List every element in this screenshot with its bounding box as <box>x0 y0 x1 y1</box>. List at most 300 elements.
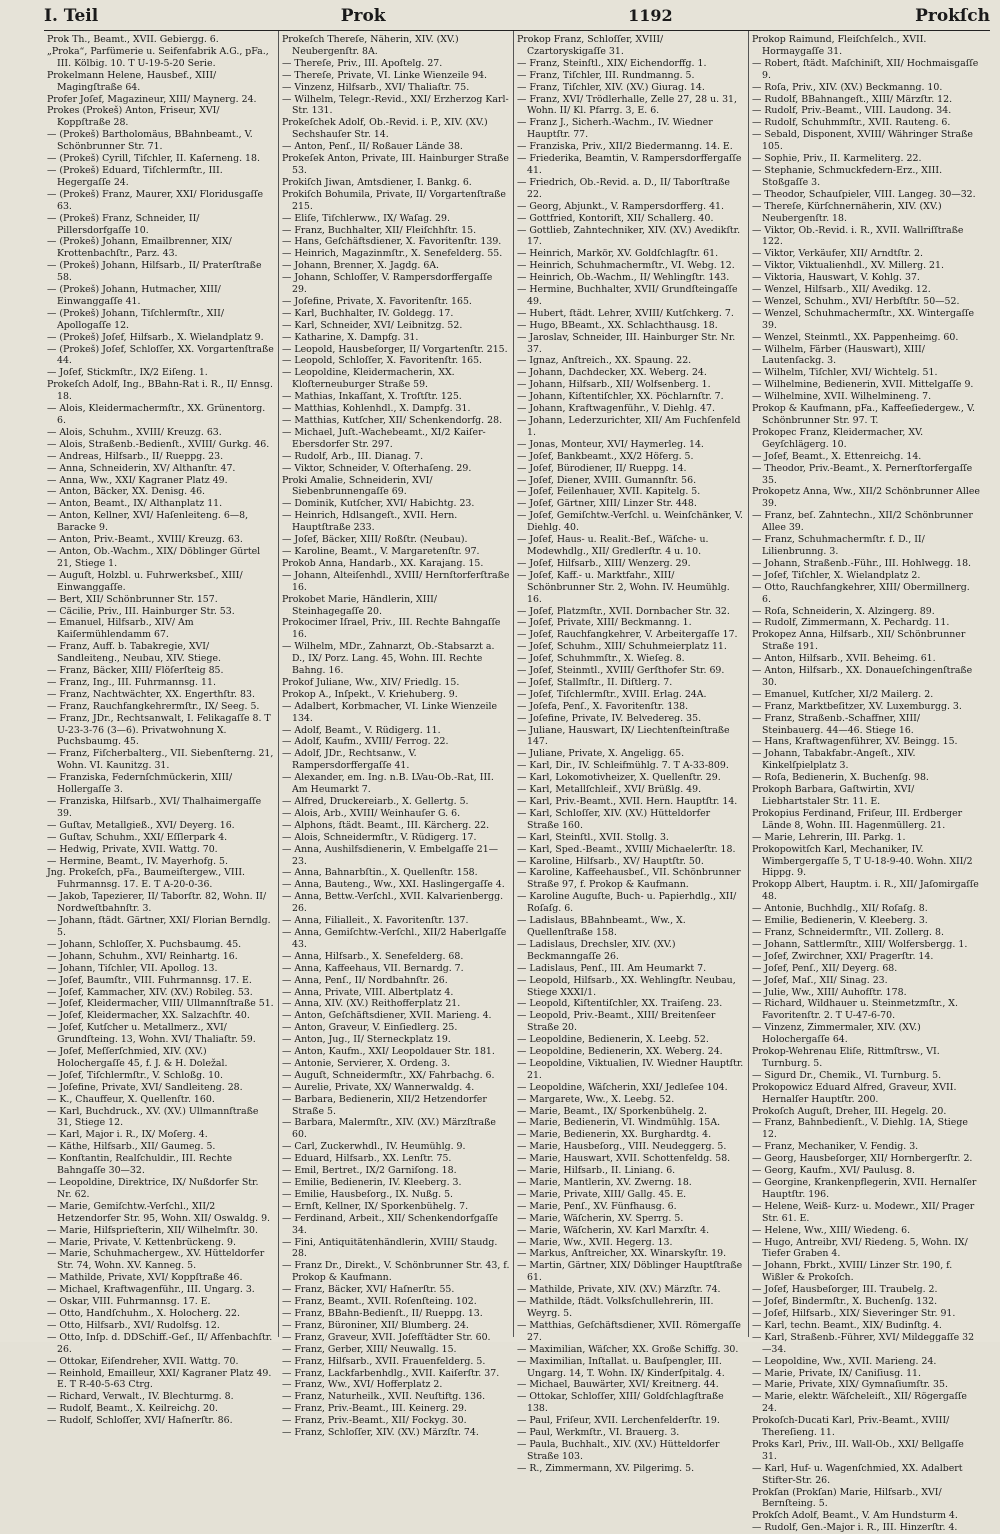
directory-entry: — Anton, Penſ., II/ Roßauer Lände 38. <box>282 141 463 153</box>
directory-entry: — Katharine, X. Dampfg. 31. <box>282 331 419 343</box>
directory-entry: — Joſef, Zwirchner, XXI/ Pragerſtr. 14. <box>752 950 934 962</box>
directory-entry: — Anton, Jug., II/ Sterneckplatz 19. <box>282 1034 451 1046</box>
directory-entry: — Jakob, Tapezierer, II/ Taborſtr. 82, Wohn. II/ Nordweſtbahnſtr. 3. <box>47 891 267 915</box>
directory-entry: — Franz, Rauchfangkehrermſtr., IX/ Seeg. 5. <box>47 700 260 712</box>
directory-entry: — Margarete, Ww., X. Leebg. 52. <box>517 1093 675 1105</box>
directory-entry: — Otto, Rauchfangkehrer, XIII/ Obermillnerg. 6. <box>752 581 970 605</box>
directory-entry: — Karl, Priv.-Beamt., XVII. Hern. Hauptſtr. 14. <box>517 796 738 807</box>
directory-entry: — Franz, Ww., XVI/ Hofferplatz 2. <box>282 1379 443 1391</box>
directory-entry: — Anna, Bahnarbſtin., X. Quellenſtr. 158. <box>282 867 478 879</box>
directory-entry: Prokop Franz, Schloſſer, XVIII/ Czartoryskigaſſe 31. <box>517 34 664 57</box>
directory-entry: — Joſef, Penſ., XII/ Deyerg. 68. <box>752 962 898 974</box>
directory-entry: — Franz, Lackfarbenhdlg., XVII. Kaiſerſtr. 37. <box>282 1367 500 1379</box>
directory-entry: — Marie, Private, IX/ Caniſiusg. 11. <box>752 1367 921 1379</box>
directory-entry: — Karl, Sped.-Beamt., XVIII/ Michaelerſtr. 18. <box>517 843 736 855</box>
directory-entry: — Paul, Friſeur, XVII. Lerchenfelderſtr. 19. <box>517 1415 720 1427</box>
directory-entry: Prokeſch Adolf, Ing., BBahn-Rat i. R., II/ Ennsg. 18. <box>47 379 274 403</box>
directory-entry: — Johann, Schloſſer, X. Puchsbaumg. 45. <box>47 938 242 950</box>
directory-entry: — Johann, Schloſſer, V. Rampersdorffergaſſe 29. <box>282 272 493 296</box>
directory-entry: — Jonas, Monteur, XVI/ Haymerleg. 14. <box>517 438 704 450</box>
directory-entry: — Franz, Straßenb.-Schaffner, XIII/ Steinbauerg. 44—46. Stiege 16. <box>752 712 921 736</box>
directory-entry: — Paul, Werkmſtr., VI. Brauerg. 3. <box>517 1427 680 1439</box>
directory-entry: — Aurelie, Private, XX/ Wannerwaldg. 4. <box>282 1081 475 1093</box>
directory-entry: Prokopec Franz, Kleidermacher, XV. Geyſchlägerg. 10. <box>752 426 924 450</box>
directory-entry: — (Prokeš) Johann, Hilfsarb., II/ Praterſtraße 58. <box>47 260 262 284</box>
directory-entry: — Emanuel, Kutſcher, XI/2 Mailerg. 2. <box>752 688 934 700</box>
directory-columns <box>44 31 990 1534</box>
directory-entry: — Joſef, Feilenhauer, XVII. Kapitelg. 5. <box>517 486 701 498</box>
directory-entry: — Franz, Tiſchler, III. Rundmanng. 5. <box>517 69 695 81</box>
header-section: I. Teil <box>44 6 99 26</box>
directory-entry: — Marie, elektr. Wäſcheleiſt., XII/ Rögergaſſe 24. <box>752 1391 967 1415</box>
directory-entry: — Marie, Wäſcherin, XV. Karl Marxſtr. 4. <box>517 1224 710 1236</box>
directory-entry: — Franz, Buchhalter, XII/ Fleiſchhſtr. 15. <box>282 224 477 236</box>
directory-entry: — Hans, Kraftwagenführer, XV. Beingg. 15. <box>752 736 958 748</box>
directory-entry: — Marie, Hilfsprieſterin, XII/ Wilhelmſtr. 30. <box>47 1224 258 1236</box>
directory-entry: — Johann, Alteiſenhdl., XVIII/ Hernſtorferſtraße 16. <box>282 569 510 593</box>
directory-entry: — Carl, Zuckerwhdl., IV. Heumühlg. 9. <box>282 1141 466 1153</box>
directory-entry: — Joſefine, Private, IV. Belvedereg. 35. <box>517 712 702 724</box>
directory-entry: — Antonie, Buchhdlg., XII/ Roſaſg. 8. <box>752 903 928 915</box>
directory-entry: Prokiſch Bohumila, Private, II/ Vorgartenſtraße 215. <box>282 188 506 212</box>
directory-entry: — Joſef, Steinmtl., XVIII/ Gerſthofer Str. 69. <box>517 665 725 677</box>
directory-entry: — Anton, Ob.-Wachm., XIX/ Döblinger Gürtel 21, Stiege 1. <box>47 545 261 569</box>
directory-entry: — Alois, Schuhm., XVIII/ Kreuzg. 63. <box>47 426 222 438</box>
directory-entry: — (Prokeš) Johann, Emailbrenner, XIX/ Krottenbachſtr., Parz. 43. <box>47 236 232 260</box>
directory-entry: Prokopez Anna, Hilfsarb., XII/ Schönbrunner Straße 191. <box>752 629 966 653</box>
directory-entry: — Karoline, Hilfsarb., XV/ Hauptſtr. 50. <box>517 855 704 867</box>
directory-entry: — Viktoria, Hauswart, V. Kohlg. 37. <box>752 272 920 284</box>
directory-entry: — Hans, Geſchäftsdiener, X. Favoritenſtr. 139. <box>282 236 502 248</box>
directory-entry: — (Prokeš) Joſef, Hilfsarb., X. Wielandplatz 9. <box>47 331 264 343</box>
directory-entry: — Emanuel, Hilfsarb., XIV/ Am Kaiſermühlendamm 67. <box>47 617 194 641</box>
directory-entry: — Viktor, Ob.-Revid. i. R., XVII. Wallriſſtraße 122. <box>752 224 964 248</box>
header-keyword-right: Prokſch <box>915 6 990 26</box>
directory-entry: Prokopowitſch Karl, Mechaniker, IV. Wimbergergaſſe 5, T U-18-9-40. Wohn. XII/2 Hippg. 9. <box>752 843 973 879</box>
directory-entry: — Anton, Geſchäftsdiener, XVII. Marieng. 4. <box>282 1010 492 1022</box>
directory-entry: — Johann, Sattlermſtr., XIII/ Wolfersbergg. 1. <box>752 938 968 950</box>
directory-entry: — Maximilian, Wäſcher, XX. Große Schiffg. 30. <box>517 1343 739 1355</box>
directory-entry: — Emilie, Hausbeſorg., IX. Nußg. 5. <box>282 1188 454 1200</box>
directory-entry: — Franz, Tiſchler, XIV. (XV.) Giurag. 14. <box>517 81 705 93</box>
directory-entry: — Anton, Kaufm., XXI/ Leopoldauer Str. 181. <box>282 1046 495 1058</box>
directory-entry: — Vinzenz, Hilfsarb., XVI/ Thaliaſtr. 75. <box>282 81 470 93</box>
directory-entry: — Viktor, Schneider, V. Oſterhaſeng. 29. <box>282 462 472 474</box>
directory-entry: „Proka“, Parfümerie u. Seifenfabrik A.G., pFa., III. Kölbig. 10. T U-19-5-20 Serie. <box>47 45 269 69</box>
directory-entry: — Leopold, Hilfsarb., XX. Wehlingſtr. Neubau, Stiege XXXI/1. <box>517 974 736 998</box>
directory-entry: — Joſef, Hilfsarb., XIX/ Sieveringer Str. 91. <box>752 1307 956 1319</box>
directory-entry: — Marie, Schuhmachergew., XV. Hütteldorfer Str. 74, Wohn. XV. Kanneg. 5. <box>47 1248 265 1272</box>
directory-entry: — (Prokeš) Bartholomäus, BBahnbeamt., V. Schönbrunner Str. 71. <box>47 129 253 153</box>
directory-entry: — Bert, XII/ Schönbrunner Str. 157. <box>47 593 218 605</box>
directory-entry: — Antonie, Servierer, X. Ordeng. 3. <box>282 1057 451 1069</box>
directory-entry: Prokes (Prokeš) Anton, Friseur, XVI/ Koppſtraße 28. <box>47 105 220 129</box>
directory-entry: — Konſtantin, Realſchuldir., III. Rechte Bahngaſſe 30—32. <box>47 1153 233 1177</box>
directory-entry: — Emilie, Bedienerin, IV. Kleeberg. 3. <box>282 1177 462 1188</box>
directory-entry: — Franz, Gerber, XIII/ Neuwallg. 15. <box>282 1343 457 1355</box>
directory-entry: — Wilhelm, Tiſchler, XVI/ Wichtelg. 51. <box>752 367 938 379</box>
directory-entry: — Auguſt, Holzbl. u. Fuhrwerksbeſ., XIII/ Einwanggaſſe. <box>47 569 243 593</box>
directory-entry: — Franz Dr., Direkt., V. Schönbrunner Str. 43, f. Prokop & Kaufmann. <box>282 1260 510 1284</box>
directory-entry: — Sigurd Dr., Chemik., VI. Turnburg. 5. <box>752 1069 942 1081</box>
directory-entry: — Franz, Steinſtl., XIX/ Eichendorffg. 1. <box>517 57 707 69</box>
directory-entry: — Hermine, Beamt., IV. Mayerhofg. 5. <box>47 855 228 867</box>
directory-entry: — R., Zimmermann, XV. Pilgerimg. 5. <box>517 1462 695 1474</box>
directory-entry: Prokeſek Anton, Private, III. Hainburger Straße 53. <box>282 153 509 176</box>
directory-entry: — Ladislaus, Drechsler, XIV. (XV.) Beckmanngaſſe 26. <box>517 938 676 962</box>
directory-entry: — Karl, Buchhalter, IV. Goldegg. 17. <box>282 307 454 319</box>
directory-entry: — Michael, Bauwärter, XVI/ Kreitnerg. 44. <box>517 1379 719 1391</box>
directory-entry: — Viktor, Viktualienhdl., XV. Millerg. 21. <box>752 260 944 272</box>
directory-entry: — Franz, Auff. b. Tabakregie, XVI/ Sandleiteng., Neubau, XIV. Stiege. <box>47 641 222 665</box>
directory-entry: — Anton, Bäcker, XX. Denisg. 46. <box>47 486 206 498</box>
directory-entry: — Karl, Major i. R., IX/ Moſerg. 4. <box>47 1129 208 1141</box>
directory-entry: — Ignaz, Anſtreich., XX. Spaung. 22. <box>517 355 692 367</box>
directory-entry: — Hermine, Buchhalter, XVII/ Grundſteingaſſe 49. <box>517 284 738 307</box>
directory-entry: Prokopius Ferdinand, Friſeur, III. Erdberger Lände 8, Wohn. III. Hagenmüllerg. 21. <box>752 807 963 831</box>
directory-entry: — Rudolf, Zimmermann, X. Pechardg. 11. <box>752 617 950 629</box>
directory-entry: — Joſef, Hausbeſorger, III. Traubelg. 2. <box>752 1284 938 1296</box>
directory-entry: — Leopoldine, Ww., XVII. Marieng. 24. <box>752 1355 937 1367</box>
directory-entry: — Alexander, em. Ing. n.B. LVau-Ob.-Rat, III. Am Heumarkt 7. <box>282 772 494 796</box>
directory-entry: — Joſef, Kammacher, XIV. (XV.) Robileg. 53. <box>47 986 253 998</box>
directory-entry: — Auguſt, Schneidermſtr., XX/ Fahrbachg. 6. <box>282 1069 495 1081</box>
directory-entry: — Leopoldine, Direktrice, IX/ Nußdorfer Str. Nr. 62. <box>47 1177 259 1200</box>
directory-entry: — Friedrich, Ob.-Revid. a. D., II/ Taborſtraße 22. <box>517 176 730 200</box>
directory-entry: — Matthias, Kutſcher, XII/ Schenkendorfg. 28. <box>282 415 503 426</box>
directory-entry: — Rudolf, Schuhmmſtr., XVII. Rauteng. 6. <box>752 117 951 129</box>
directory-entry: — Anton, Graveur, V. Einſiedlerg. 25. <box>282 1022 458 1034</box>
directory-entry: — Richard, Wildhauer u. Steinmetzmſtr., X. Favoritenſtr. 2. T U-47-6-70. <box>752 998 958 1022</box>
directory-entry: — Rudolf, BBahnangeſt., XIII/ Märzſtr. 12. <box>752 93 953 105</box>
directory-entry: — Johann, Straßenb.-Führ., III. Hohlwegg. 18. <box>752 557 972 569</box>
directory-entry: — Johann, ſtädt. Gärtner, XXI/ Florian Berndlg. 5. <box>47 915 271 938</box>
directory-entry: — Marie, Hauswart, XVII. Schottenfeldg. 58. <box>517 1153 731 1165</box>
directory-entry: Proki Amalie, Schneiderin, XVI/ Siebenbrunnengaſſe 69. <box>282 474 433 498</box>
directory-entry: — Ladislaus, BBahnbeamt., Ww., X. Quellenſtraße 158. <box>517 915 686 938</box>
directory-entry: — Franz, Bäcker, XIII/ Flöſerſteig 85. <box>47 665 224 677</box>
directory-entry: — Leopold, Priv.-Beamt., XIII/ Breitenſeer Straße 20. <box>517 1010 716 1034</box>
directory-entry: — Joſef, Schuhmmſtr., X. Wieſeg. 8. <box>517 653 685 665</box>
directory-entry: — Heinrich, Hdlsangeſt., XVII. Hern. Hauptſtraße 233. <box>282 510 458 534</box>
directory-entry: — Wenzel, Schuhmachermſtr., XX. Wintergaſſe 39. <box>752 307 975 331</box>
directory-entry: — Rudolf, Arb., III. Dianag. 7. <box>282 450 424 462</box>
directory-entry: — Franz, Beamt., XVII. Roſenſteing. 102. <box>282 1296 477 1308</box>
directory-entry: — Franz, Bäcker, XVI/ Haſnerſtr. 55. <box>282 1284 455 1296</box>
directory-entry: — Richard, Verwalt., IV. Blechturmg. 8. <box>47 1391 234 1403</box>
directory-entry: — Heinrich, Magazinmſtr., X. Senefelderg. 55. <box>282 248 503 260</box>
directory-entry: Prokopowicz Eduard Alfred, Graveur, XVII. Hernalſer Hauptſtr. 200. <box>752 1081 957 1105</box>
directory-entry: — Anna, Schneiderin, XV/ Althanſtr. 47. <box>47 462 236 474</box>
directory-entry: — Franz, Bahnbedienſt., V. Diehlg. 1A, Stiege 12. <box>752 1117 968 1141</box>
directory-entry: — Adalbert, Korbmacher, VI. Linke Wienzeile 134. <box>282 700 498 724</box>
directory-entry: — Joſef, Maſ., XII/ Sinag. 23. <box>752 974 888 986</box>
directory-entry: — Leopoldine, Bedienerin, X. Leebg. 52. <box>517 1034 709 1046</box>
directory-entry: — Joſef, Hilfsarb., XIII/ Wenzerg. 29. <box>517 557 691 569</box>
directory-entry: — Joſef, Kaff.- u. Marktfahr., XIII/ Schönbrunner Str. 2, Wohn. IV. Heumühlg. 16. <box>517 569 730 605</box>
directory-entry: — Johann, Dachdecker, XX. Weberg. 24. <box>517 367 707 379</box>
directory-entry: — Joſef, Gemiſchtw.-Verſchl. u. Weinſchänker, V. Diehlg. 40. <box>517 510 743 534</box>
page-number: 1192 <box>628 6 673 25</box>
directory-entry: — Otto, Hilfsarb., XVI/ Rudolfsg. 12. <box>47 1319 220 1331</box>
directory-entry: Prokſch Adolf, Beamt., V. Am Hundsturm 4. <box>752 1510 958 1522</box>
directory-entry: — Marie, Lehrerin, III. Parkg. 1. <box>752 831 906 843</box>
directory-entry: Prokop A., Inſpekt., V. Kriehuberg. 9. <box>282 688 458 700</box>
directory-entry: — Anna, Gemiſchtw.-Verſchl., XII/2 Haberlgaſſe 43. <box>282 926 507 950</box>
directory-entry: — Joſef, Kutſcher u. Metallmerz., XVI/ Grundſteing. 13, Wohn. XVI/ Thaliaſtr. 59. <box>47 1022 256 1046</box>
directory-entry: — Sophie, Priv., II. Karmeliterg. 22. <box>752 153 922 165</box>
directory-entry: — Karl, Schloſſer, XIV. (XV.) Hütteldorfer Straße 160. <box>517 807 711 831</box>
directory-entry: — Franziska, Hilfsarb., XVI/ Thalhaimergaſſe 39. <box>47 796 262 819</box>
page-header <box>44 6 990 31</box>
column-1 <box>44 31 279 1427</box>
directory-entry: Prokob Anna, Handarb., XX. Karajang. 15. <box>282 557 484 569</box>
directory-entry: — Marie, Gemiſchtw.-Verſchl., XII/2 Hetzendorfer Str. 95, Wohn. XII/ Oswaldg. 9. <box>47 1200 271 1224</box>
directory-entry: — Joſef, Kleidermacher, VIII/ Ullmannſtraße 51. <box>47 998 274 1010</box>
directory-entry: — Mathilde, Private, XVI/ Koppſtraße 46. <box>47 1272 243 1284</box>
directory-entry: — Emilie, Bedienerin, V. Kleeberg. 3. <box>752 915 928 927</box>
directory-entry: — Wenzel, Steinmtl., XX. Pappenheimg. 60. <box>752 331 959 343</box>
directory-entry: — Johann, Kiſtentiſchler, XX. Pöchlarnſtr. 7. <box>517 391 724 403</box>
directory-entry: Prokopp Albert, Hauptm. i. R., XII/ Jaſomirgaſſe 48. <box>752 879 979 903</box>
directory-entry: — Andreas, Hilfsarb., II/ Rueppg. 23. <box>47 450 224 462</box>
directory-entry: — Fini, Antiquitätenhändlerin, XVIII/ Staudg. 28. <box>282 1236 498 1260</box>
directory-entry: — Johann, Lederzurichter, XII/ Am Fuchſenfeld 1. <box>517 415 741 438</box>
directory-entry: — (Prokeš) Franz, Schneider, II/ Pillersdorfgaſſe 10. <box>47 212 200 236</box>
directory-entry: — Joſefine, Private, XVI/ Sandleiteng. 28. <box>47 1081 243 1093</box>
directory-entry: — Markus, Anſtreicher, XX. Winarskyſtr. 19. <box>517 1248 727 1260</box>
directory-entry: — Karl, Steinſtl., XVII. Stollg. 3. <box>517 831 669 843</box>
directory-entry: — Ottokar, Schloſſer, XIII/ Goldſchlagſtraße 138. <box>517 1391 724 1415</box>
directory-entry: — Franziska, Priv., XII/2 Biedermanng. 14. E. <box>517 141 733 153</box>
directory-entry: — Franz, Hilfsarb., XVII. Frauenfelderg. 5. <box>282 1355 486 1367</box>
directory-entry: — Leopoldine, Wäſcherin, XXI/ Jedleſee 104. <box>517 1081 728 1093</box>
directory-entry: — Eduard, Hilfsarb., XX. Lenſtr. 75. <box>282 1153 452 1165</box>
directory-entry: — Karoline, Kaffeehausbeſ., VII. Schönbrunner Straße 97, f. Prokop & Kaufmann. <box>517 867 741 891</box>
directory-entry: — Adolf, Kaufm., XVIII/ Ferrog. 22. <box>282 736 449 748</box>
directory-entry: — (Prokeš) Cyrill, Tiſchler, II. Kaſerneng. 18. <box>47 153 260 165</box>
directory-entry: — Heinrich, Schuhmachermſtr., VI. Webg. 12. <box>517 260 735 272</box>
directory-entry: — Franz, XVI/ Trödlerhalle, Zelle 27, 28 u. 31, Wohn. II/ Kl. Pfarrg. 3, E. 6. <box>517 93 737 117</box>
directory-entry: — Sebald, Disponent, XVIII/ Währinger Straße 105. <box>752 129 973 153</box>
directory-entry: — Joſefine, Private, X. Favoritenſtr. 165. <box>282 295 472 307</box>
directory-entry: — Friederika, Beamtin, V. Rampersdorffergaſſe 41. <box>517 153 742 176</box>
directory-entry: — Franz, Priv.-Beamt., III. Keinerg. 29. <box>282 1403 467 1415</box>
directory-entry: — Franz, Nachtwächter, XX. Engerthſtr. 83. <box>47 688 255 700</box>
directory-entry: — Johann, Hilfsarb., XII/ Wolfsenberg. 1. <box>517 379 711 391</box>
directory-entry: — Joſef, Haus- u. Realit.-Beſ., Wäſche- u. Modewhdlg., XII/ Gredlerſtr. 4 u. 10. <box>517 534 709 557</box>
directory-entry: — Anna, Kaffeehaus, VII. Bernardg. 7. <box>282 962 464 974</box>
directory-entry: — Wilhelmine, XVII. Wilhelmineng. 7. <box>752 391 932 403</box>
directory-entry: — Anna, Aushilfsdienerin, V. Embelgaſſe 21—23. <box>282 843 499 867</box>
directory-entry: — Karl, Lokomotivheizer, X. Quellenſtr. 29. <box>517 772 721 784</box>
directory-entry: — Theodor, Priv.-Beamt., X. Pernerſtorfergaſſe 35. <box>752 462 973 486</box>
directory-entry: — Karl, techn. Beamt., XIX/ Budinſtg. 4. <box>752 1319 942 1331</box>
directory-entry: Prokof Juliane, Ww., XIV/ Friedlg. 15. <box>282 676 460 688</box>
directory-entry: — Franziska, Federnſchmückerin, XIII/ Hollergaſſe 3. <box>47 772 233 796</box>
directory-entry: — Marie, Ww., XVII. Hegerg. 13. <box>517 1236 673 1248</box>
directory-entry: — Franz, BBahn-Bedienſt., II/ Rueppg. 13. <box>282 1307 483 1319</box>
directory-entry: — Joſef, Beamt., X. Ettenreichg. 14. <box>752 450 922 462</box>
directory-entry: — Adolf, Beamt., V. Rüdigerg. 11. <box>282 724 441 736</box>
directory-entry: — Johann, Brenner, X. Jagdg. 6A. <box>282 260 440 272</box>
directory-entry: — Ernſt, Kellner, IX/ Sporkenbühelg. 7. <box>282 1200 469 1212</box>
directory-entry: — Anna, Hilfsarb., X. Senefelderg. 68. <box>282 950 464 962</box>
directory-entry: — (Prokeš) Eduard, Tiſchlermſtr., III. Hegergaſſe 24. <box>47 164 223 188</box>
directory-entry: — Joſefa, Penſ., X. Favoritenſtr. 138. <box>517 700 689 712</box>
directory-entry: — (Prokeš) Joſef, Schloſſer, XX. Vorgartenſtraße 44. <box>47 343 274 367</box>
directory-entry: — Johann, Kraftwagenführ., V. Diehlg. 47. <box>517 403 715 415</box>
directory-entry: — Anna, XIV. (XV.) Reithofferplatz 21. <box>282 998 461 1010</box>
directory-entry: — Karl, Huf- u. Wagenſchmied, XX. Adalbert Stifter-Str. 26. <box>752 1462 963 1486</box>
directory-entry: — Franz, beſ. Zahntechn., XII/2 Schönbrunner Allee 39. <box>752 510 973 534</box>
directory-entry: — Joſef, Stickmſtr., IX/2 Eiſeng. 1. <box>47 367 208 379</box>
directory-entry: — Dominik, Kutſcher, XVI/ Habichtg. 23. <box>282 498 475 510</box>
directory-entry: — Anna, Bauteng., Ww., XXI. Haslingergaſſe 4. <box>282 879 505 891</box>
directory-entry: — Franz, Graveur, XVII. Joſefſtädter Str. 60. <box>282 1331 491 1343</box>
directory-entry: Prokelmann Helene, Hausbef., XIII/ Magingſtraße 64. <box>47 69 217 93</box>
directory-entry: Proks Karl, Priv., III. Wall-Ob., XXI/ Bellgaſſe 31. <box>752 1438 964 1462</box>
directory-entry: — Leopold, Hausbeſorger, II/ Vorgartenſtr. 215. <box>282 343 508 355</box>
directory-entry: — Georgine, Krankenpflegerin, XVII. Hernalſer Hauptſtr. 196. <box>752 1177 977 1200</box>
directory-entry: — Wenzel, Hilfsarb., XII/ Avedikg. 12. <box>752 284 931 296</box>
directory-entry: — Helene, Weiß- Kurz- u. Modewr., XII/ Prager Str. 61. E. <box>752 1200 975 1224</box>
directory-entry: — Leopoldine, Viktualien, IV. Wiedner Hauptſtr. 21. <box>517 1057 744 1081</box>
directory-entry: — Martin, Gärtner, XIX/ Döblinger Hauptſtraße 61. <box>517 1260 743 1284</box>
directory-entry: Prokeſch Thereſe, Näherin, XIV. (XV.) Neubergenſtr. 8A. <box>282 34 459 57</box>
directory-entry: — Vinzenz, Zimmermaler, XIV. (XV.) Holochergaſſe 64. <box>752 1022 921 1046</box>
directory-entry: — (Prokeš) Franz, Maurer, XXI/ Floridusgaſſe 63. <box>47 188 264 212</box>
directory-entry: Profer Joſef, Magazineur, XIII/ Maynerg. 24. <box>47 93 257 105</box>
directory-entry: — Joſef, Tiſchlermſtr., V. Schloßg. 10. <box>47 1069 224 1081</box>
directory-entry: — Joſef, Platzmſtr., XVII. Dornbacher Str. 32. <box>517 605 730 617</box>
directory-entry: — Alois, Schneidermſtr., V. Rüdigerg. 17. <box>282 831 477 843</box>
column-4 <box>749 31 984 1534</box>
directory-entry: — Gottfried, Kontoriſt, XII/ Schallerg. 40. <box>517 212 714 224</box>
directory-entry: — Viktor, Verkäufer, XII/ Arndtſtr. 2. <box>752 248 924 260</box>
directory-entry: — Heinrich, Ob.-Wachm., II/ Wehlingſtr. 143. <box>517 272 730 284</box>
directory-entry: — Georg, Hausbeſorger, XII/ Hornbergerſtr. 2. <box>752 1153 973 1165</box>
directory-entry: — Leopold, Kiſtentiſchler, XX. Traiſeng. 23. <box>517 998 723 1010</box>
directory-entry: — Juliane, Private, X. Angeligg. 65. <box>517 748 685 760</box>
directory-entry: — Reinhold, Emailleur, XXI/ Kagraner Platz 49. E. T R-40-5-63 Ctrg. <box>47 1367 272 1391</box>
directory-entry: Prokopetz Anna, Ww., XII/2 Schönbrunner Allee 39. <box>752 486 980 510</box>
directory-entry: — Rudolf, Gen.-Major i. R., III. Hinzerſtr. 4. <box>752 1522 958 1534</box>
directory-entry: — Anna, Bettw.-Verſchl., XVII. Kalvarienbergg. 26. <box>282 891 504 915</box>
directory-entry: — Franz, Büroniner, XII/ Blumberg. 24. <box>282 1319 469 1331</box>
directory-entry: — Franz, Priv.-Beamt., XII/ Fockyg. 30. <box>282 1415 467 1427</box>
directory-entry: — Karl, Schneider, XVI/ Leibnitzg. 52. <box>282 319 463 331</box>
directory-entry: — Otto, Inſp. d. DDSchiff.-Geſ., II/ Afſenbachſtr. 26. <box>47 1331 273 1355</box>
directory-entry: — Johann, Schuhm., XVI/ Reinhartg. 16. <box>47 950 238 962</box>
directory-entry: — Franz, Schneidermſtr., VII. Zollerg. 8. <box>752 926 944 938</box>
directory-entry: — Rudolf, Beamt., X. Keilreichg. 20. <box>47 1403 218 1415</box>
directory-entry: — Paula, Buchhalt., XIV. (XV.) Hütteldorfer Straße 103. <box>517 1438 720 1462</box>
directory-entry: Prokeſchek Adolf, Ob.-Revid. i. P., XIV. (XV.) Sechshauſer Str. 14. <box>282 117 488 141</box>
directory-entry: — Anton, Beamt., IX/ Althanplatz 11. <box>47 498 223 510</box>
directory-entry: — Karoline, Beamt., V. Margaretenſtr. 97. <box>282 545 480 557</box>
directory-entry: — Wenzel, Schuhm., XVI/ Herbſtſtr. 50—52. <box>752 295 960 307</box>
directory-entry: — Franz, Naturheilk., XVII. Neuſtiftg. 136. <box>282 1391 486 1403</box>
directory-entry: — Joſef, Kleidermacher, XX. Salzachſtr. 40. <box>47 1010 250 1022</box>
directory-entry: — Adolf, JDr., Rechtsanw., V. Rampersdorffergaſſe 41. <box>282 748 417 772</box>
directory-entry: — Karl, Buchdruck., XV. (XV.) Ullmannſtraße 31, Stiege 12. <box>47 1105 259 1129</box>
directory-entry: — Alois, Straßenb.-Bedienſt., XVIII/ Gurkg. 46. <box>47 438 270 450</box>
directory-entry: — Georg, Abjunkt., V. Rampersdorfferg. 41. <box>517 200 724 212</box>
directory-entry: — Anton, Hilfsarb., XVII. Beheimg. 61. <box>752 653 936 665</box>
directory-entry: — Franz, Marktbeſitzer, XV. Luxemburgg. 3. <box>752 700 962 712</box>
directory-entry: — Joſef, Tiſchlermſtr., XVIII. Erlag. 24A. <box>517 688 707 700</box>
directory-entry: — Emil, Bertret., IX/2 Garniſong. 18. <box>282 1165 457 1177</box>
directory-entry: — Joſef, Gärtner, XIII/ Linzer Str. 448. <box>517 498 697 510</box>
directory-entry: — Otto, Handſchuhm., X. Holocherg. 22. <box>47 1307 240 1319</box>
directory-entry: — Guſtav, Schuhm., XXI/ Eſſlerpark 4. <box>47 831 228 843</box>
directory-entry: — Joſef, Bäcker, XIII/ Roßſtr. (Neubau). <box>282 534 468 546</box>
directory-entry: — Cäcilie, Priv., III. Hainburger Str. 53. <box>47 605 235 617</box>
directory-entry: — Franz, Fiſcherbalterg., VII. Siebenſterng. 21, Wohn. VI. Kaunitzg. 31. <box>47 748 274 772</box>
header-keyword-left: Prok <box>340 6 386 26</box>
directory-entry: Prok Th., Beamt., XVII. Gebiergg. 6. <box>47 34 219 45</box>
column-3 <box>514 31 749 1474</box>
directory-entry: — Marie, Private, XIII/ Gallg. 45. E. <box>517 1188 687 1200</box>
directory-entry: — Oskar, VIII. Fuhrmannsg. 17. E. <box>47 1296 211 1308</box>
directory-entry: — Hugo, BBeamt., XX. Schlachthausg. 18. <box>517 319 718 331</box>
directory-entry: — Marie, Bedienerin, VI. Windmühlg. 15A. <box>517 1117 721 1129</box>
directory-entry: — Eliſe, Tiſchlerww., IX/ Waſag. 29. <box>282 212 450 224</box>
directory-entry: — Franz, Schuhmachermſtr. f. D., II/ Lilienbrunng. 3. <box>752 534 925 557</box>
directory-entry: — (Prokeš) Johann, Tiſchlermſtr., XII/ Apollogaſſe 12. <box>47 307 224 331</box>
directory-entry: — Joſef, Bürodiener, II/ Rueppg. 14. <box>517 462 687 474</box>
directory-entry: — Alfred, Druckereiarb., X. Gellertg. 5. <box>282 796 469 807</box>
directory-entry: Prokocimer Iſrael, Priv., III. Rechte Bahngaſſe 16. <box>282 617 501 641</box>
directory-entry: Prokſan (Prokſan) Marie, Hilfsarb., XVI/ Bernſteing. 5. <box>752 1486 942 1510</box>
directory-entry: — Robert, ſtädt. Maſchiniſt, XII/ Hochmaisgaſſe 9. <box>752 57 979 81</box>
column-2 <box>279 31 514 1439</box>
directory-entry: — Marie, Penſ., XV. Fünfhausg. 6. <box>517 1200 677 1212</box>
directory-entry: — Joſef, Meſſerſchmied, XIV. (XV.) Holochergaſſe 45, f. J. & H. Doležal. <box>47 1046 228 1069</box>
directory-entry: — Alphons, ſtädt. Beamt., III. Kärcherg. 22. <box>282 819 490 831</box>
directory-entry: — Thereſe, Priv., III. Apoſtelg. 27. <box>282 57 443 69</box>
directory-entry: — Hubert, ſtädt. Lehrer, XVIII/ Kutſchkerg. 7. <box>517 307 734 319</box>
directory-entry: — Joſef, Diener, XVIII. Gumannſtr. 56. <box>517 474 697 486</box>
directory-entry: Prokoph Barbara, Gaſtwirtin, XVI/ Liebhartstaler Str. 11. E. <box>752 784 915 807</box>
directory-entry: — Wilhelm, MDr., Zahnarzt, Ob.-Stabsarzt a. D., IX/ Porz. Lang. 45, Wohn. III. Rechte Bahng. 16. <box>282 641 495 677</box>
directory-entry: — Alois, Arb., XVIII/ Weinhauſer G. 6. <box>282 807 461 819</box>
directory-entry: — Karl, Metallſchleif., XVI/ Brüßlg. 49. <box>517 784 702 796</box>
directory-entry: — Anna, Ww., XXI/ Kagraner Platz 49. <box>47 474 228 486</box>
directory-entry: — Franz, Mechaniker, V. Fendig. 3. <box>752 1141 919 1153</box>
directory-entry: — Joſef, Private, XIII/ Beckmanng. 1. <box>517 617 692 629</box>
directory-entry: — Marie, Bedienerin, XX. Burghardtg. 4. <box>517 1129 712 1141</box>
directory-entry: Prokop-Wehrenau Eliſe, Rittmſtrsw., VI. Turnburg. 5. <box>752 1046 940 1069</box>
directory-entry: — Joſef, Schuhm., XIII/ Schuhmeierplatz 11. <box>517 641 727 653</box>
directory-entry: Prokobet Marie, Händlerin, XIII/ Steinhagegaſſe 20. <box>282 593 438 617</box>
directory-entry: — Roſa, Priv., XIV. (XV.) Beckmanng. 10. <box>752 81 943 93</box>
directory-entry: — Rudolf, Priv.-Beamt., VIII. Laudong. 34. <box>752 105 952 117</box>
directory-entry: — Georg, Kaufm., XVI/ Paulusg. 8. <box>752 1165 915 1177</box>
directory-entry: — Joſef, Bankbeamt., XX/2 Höferg. 5. <box>517 450 694 462</box>
directory-entry: — Johann, Fbrkt., XVIII/ Linzer Str. 190, f. Wißler & Prokoſch. <box>752 1260 953 1284</box>
directory-entry: — Leopoldine, Kleidermacherin, XX. Kloſterneuburger Straße 59. <box>282 367 455 391</box>
directory-entry: — Guſtav, Metallgieß., XVI/ Deyerg. 16. <box>47 819 235 831</box>
directory-entry: — Thereſe, Kürſchnernäherin, XIV. (XV.) Neubergenſtr. 18. <box>752 200 942 224</box>
directory-entry: — Mathilde, ſtädt. Volksſchullehrerin, III. Weyrg. 5. <box>517 1296 714 1319</box>
directory-entry: — Mathilde, Private, XIV. (XV.) Märzſtr. 74. <box>517 1284 721 1296</box>
directory-entry: Prokoſch Auguſt, Dreher, III. Hegelg. 20. <box>752 1105 947 1117</box>
directory-entry: — Marie, Mantlerin, XV. Zwerng. 18. <box>517 1177 692 1188</box>
directory-entry: — Marie, Hilfsarb., II. Liniang. 6. <box>517 1165 676 1177</box>
directory-entry: — Wilhelm, Färber (Hauswart), XIII/ Lautenſackg. 3. <box>752 343 925 367</box>
